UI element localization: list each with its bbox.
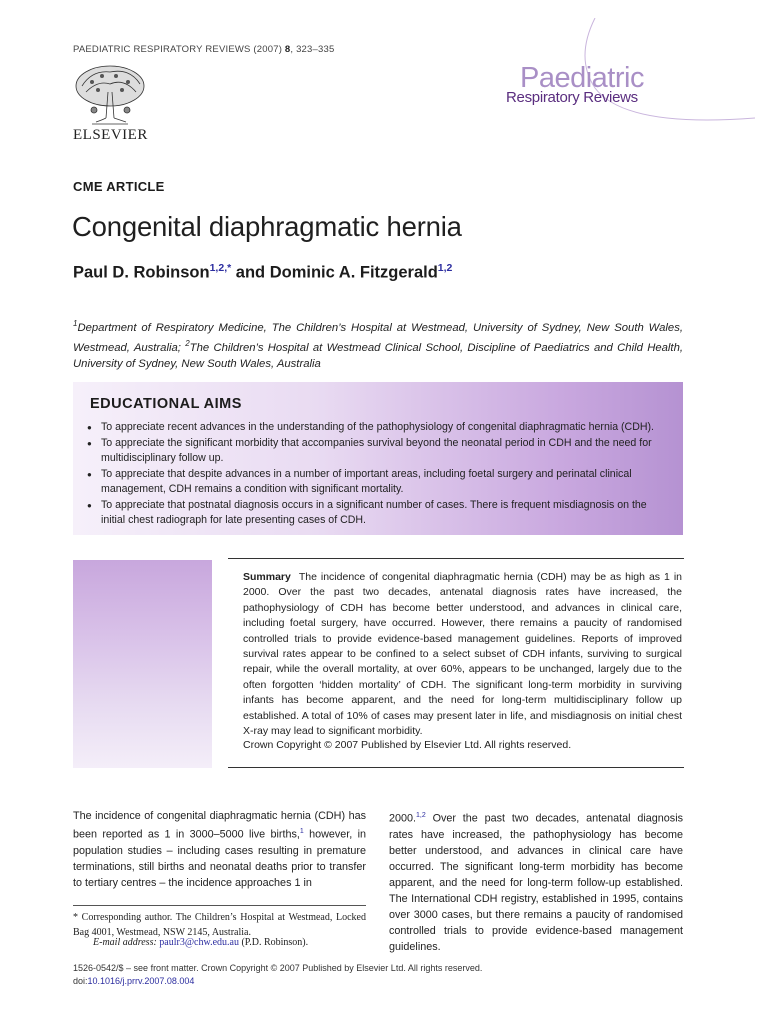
doi-prefix: doi: <box>73 976 88 986</box>
aim-item: ● To appreciate that despite advances in a number of important areas, including foetal surgery and perinatal clinical management, CDH remains a condition with significant mortality. <box>87 467 669 498</box>
doi-link[interactable]: 10.1016/j.prrv.2007.08.004 <box>87 976 195 986</box>
author-affiliation-marks[interactable]: 1,2 <box>437 262 453 274</box>
journal-ref-prefix: PAEDIATRIC RESPIRATORY REVIEWS (2007) <box>73 44 285 55</box>
citation-link[interactable]: 1 <box>299 828 304 835</box>
educational-aims-list <box>87 420 669 529</box>
citation-link[interactable]: 1,2 <box>416 812 426 819</box>
journal-masthead-subtitle: Respiratory Reviews <box>506 89 638 106</box>
author-list <box>73 262 452 283</box>
body-column-left <box>73 808 366 891</box>
affiliations <box>73 316 683 372</box>
author-affiliation-marks[interactable]: 1,2,* <box>209 262 232 274</box>
aim-item: ● To appreciate recent advances in the understanding of the pathophysiology of congenital diaphragmatic hernia (CDH). <box>87 420 669 436</box>
body-text: however, in population studies – including cases resulting in premature terminations, still births and neonatal deaths prior to transfer to tertiary centres – the incidence approaches 1 in <box>73 828 367 889</box>
front-matter-line: 1526-0542/$ – see front matter. Crown Copyright © 2007 Published by Elsevier Ltd. All rights reserved. <box>73 963 483 973</box>
email-suffix: (P.D. Robinson). <box>238 937 309 948</box>
educational-aims-heading: EDUCATIONAL AIMS <box>90 396 242 412</box>
doi-line <box>73 976 194 986</box>
section-label: CME ARTICLE <box>73 179 165 194</box>
summary-abstract <box>243 570 682 739</box>
author-conjunction: and <box>231 263 270 282</box>
author-name: Paul D. Robinson <box>73 263 210 282</box>
affiliation-mark: 2 <box>185 338 190 348</box>
affiliation-text: Department of Respiratory Medicine, The Children’s Hospital at Westmead, University of Sydney, New South Wales, Westmead, Australia; <box>73 321 683 354</box>
elsevier-wordmark: ELSEVIER <box>73 127 148 143</box>
email-link[interactable]: paulr3@chw.edu.au <box>159 937 239 948</box>
email-label: E-mail address: <box>93 937 157 948</box>
author-name: Dominic A. Fitzgerald <box>269 263 438 282</box>
aim-item: ● To appreciate that postnatal diagnosis occurs in a significant number of cases. There is frequent misdiagnosis on the initial chest radiograph for late presenting cases of CDH. <box>87 498 669 529</box>
journal-masthead-title: Paediatric <box>520 62 644 94</box>
journal-pages: , 323–335 <box>290 44 335 55</box>
summary-bottom-rule <box>228 767 684 768</box>
body-text: Over the past two decades, antenatal diagnosis rates have increased, the pathophysiology has become better understood, and advances in clinical care have occurred. The significant long-term morbidity has become apparent, and the need for long-term follow-up established. The International CDH registry, established in 1995, contains over 3000 cases, but there remains a paucity of randomised controlled trials to provide evidence-based management guidelines. <box>389 812 683 953</box>
footnote-email-line <box>93 937 308 948</box>
footnote-rule <box>73 905 366 906</box>
summary-color-panel <box>73 560 212 768</box>
body-column-right <box>389 808 683 955</box>
journal-volume: 8 <box>284 44 291 55</box>
summary-text: The incidence of congenital diaphragmatic hernia (CDH) may be as high as 1 in 2000. Over the past two decades, antenatal diagnosis rates have increased, the pathophysiology of CDH has become better understood, and advances in clinical care, including foetal surgery, have occurred. However, there remains a paucity of randomised controlled trials to provide evidence-based management guidelines. Reports of improved survival rates appear to be confined to a select subset of CDH infants, surviving to surgical repair, while the overall mortality, at over 60%, appears to be unchanged, largely due to the often forgotten ‘hidden mortality’ of CDH. The significant long-term morbidity in surviving infants has become apparent, and the need for long-term multidisciplinary follow up established. A total of 10% of cases may present later in life, and misdiagnosis on initial chest X-ray may lead to significant morbidity. <box>243 571 682 738</box>
aim-item: ● To appreciate the significant morbidity that accompanies survival beyond the neonatal period in CDH and the need for multidisciplinary follow up. <box>87 436 669 467</box>
corresponding-author-footnote: * Corresponding author. The Children’s Hospital at Westmead, Locked Bag 4001, Westmead, NSW 2145, Australia. <box>73 912 366 938</box>
body-text: 2000. <box>389 812 417 825</box>
article-title: Congenital diaphragmatic hernia <box>72 211 462 242</box>
journal-reference <box>73 44 334 55</box>
body-text: The incidence of congenital diaphragmatic hernia (CDH) has been reported as 1 in 3000–5000 live births, <box>73 810 366 841</box>
summary-top-rule <box>228 558 684 559</box>
affiliation-text: The Children’s Hospital at Westmead Clinical School, Discipline of Paediatrics and Child Health, University of Sydney, New South Wales, Australia <box>73 341 683 370</box>
summary-copyright: Crown Copyright © 2007 Published by Elsevier Ltd. All rights reserved. <box>243 739 572 751</box>
summary-label: Summary <box>243 571 291 583</box>
affiliation-mark: 1 <box>73 319 78 328</box>
